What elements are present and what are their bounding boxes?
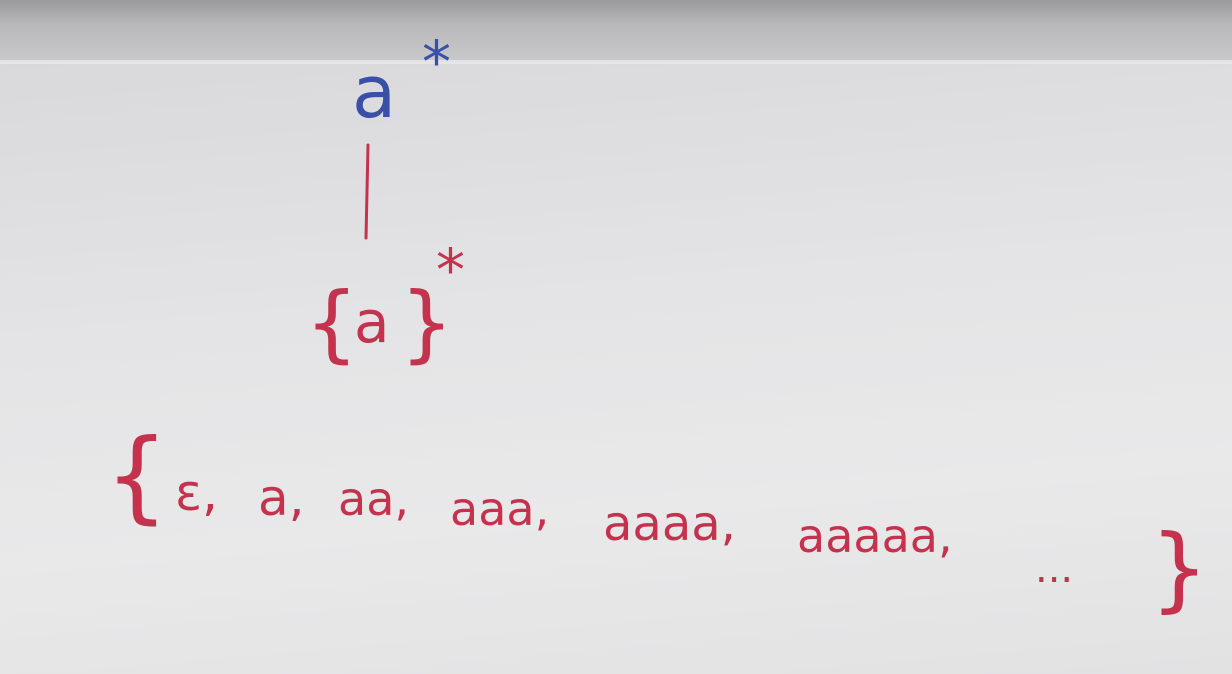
expansion-item-aa: aa, <box>338 472 409 526</box>
regex-letter: a <box>352 50 397 134</box>
expansion-close-brace: } <box>1150 515 1209 622</box>
connector-line <box>366 145 368 238</box>
expansion-ellipsis: ... <box>1035 546 1074 592</box>
expansion-item-aaa: aaa, <box>450 482 550 536</box>
expansion-item-aaaa: aaaa, <box>603 496 736 552</box>
set-close-brace: } <box>400 274 454 372</box>
expansion-open-brace: { <box>105 417 169 534</box>
expansion-item-epsilon: ε, <box>175 464 218 522</box>
regex-star: * <box>422 28 451 96</box>
set-star: * <box>436 236 465 304</box>
set-element: a <box>354 288 390 356</box>
set-open-brace: { <box>305 274 359 372</box>
expansion-item-aaaaa: aaaaa, <box>797 509 953 563</box>
expansion-item-a: a, <box>258 469 305 527</box>
